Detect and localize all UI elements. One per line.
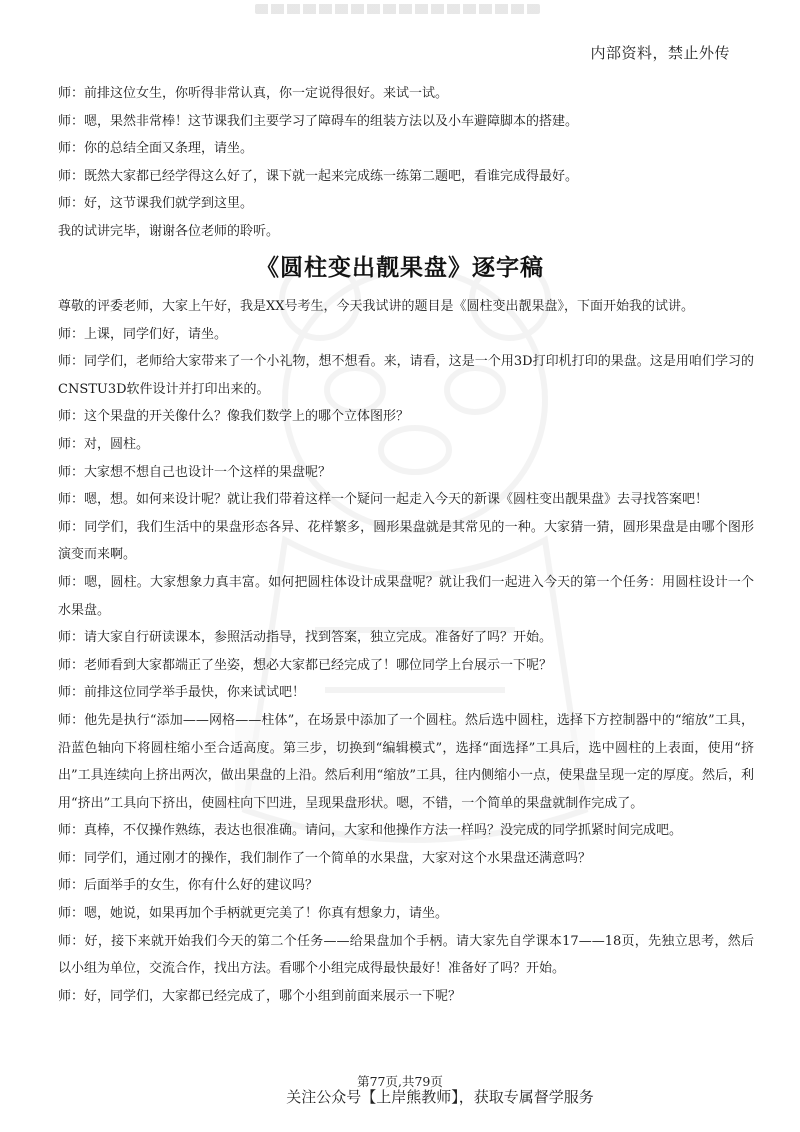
footer-promo: 关注公众号【上岸熊教师】，获取专属督学服务 bbox=[286, 1088, 594, 1106]
transcript-paragraph: 师：他先是执行“添加——网格——柱体”，在场景中添加了一个圆柱。然后选中圆柱，选择下方控制器中的“缩放”工具，沿蓝色轴向下将圆柱缩小至合适高度。第三步，切换到“编辑模式”，选择“面选择”工具后，选中圆柱的上表面，使用“挤出”工具连续向上挤出两次，做出果盘的上沿。然后利用“缩放”工具，往内侧缩小一点，使果盘呈现一定的厚度。然后，利用“挤出”工具向下挤出，使圆柱向下凹进，呈现果盘形状。嗯，不错，一个简单的果盘就制作完成了。 bbox=[58, 712, 754, 811]
transcript-paragraph: 师：老师看到大家都端正了坐姿，想必大家都已经完成了！哪位同学上台展示一下呢？ bbox=[58, 657, 553, 673]
confidential-note: 内部资料，禁止外传 bbox=[590, 44, 730, 62]
transcript-line: 师：好，这节课我们就学到这里。 bbox=[58, 196, 254, 212]
transcript-paragraph: 师：嗯，圆柱。大家想象力真丰富。如何把圆柱体设计成果盘呢？就让我们一起进入今天的第一个任务：用圆柱设计一个水果盘。 bbox=[58, 574, 754, 618]
transcript-paragraph: 师：上课，同学们好，请坐。 bbox=[58, 326, 228, 342]
transcript-paragraph: 师：嗯，想。如何来设计呢？就让我们带着这样一个疑问一起走入今天的新课《圆柱变出靓果盘》去寻找答案吧！ bbox=[58, 492, 709, 508]
transcript-line: 师：嗯，果然非常棒！这节课我们主要学习了障碍车的组装方法以及小车避障脚本的搭建。 bbox=[58, 113, 579, 129]
page-indicator: 第77页,共79页 bbox=[357, 1074, 443, 1089]
transcript-paragraph: 师：同学们，我们生活中的果盘形态各异、花样繁多，圆形果盘就是其常见的一种。大家猜一猜，圆形果盘是由哪个图形演变而来啊。 bbox=[58, 519, 754, 563]
transcript-line: 我的试讲完毕，谢谢各位老师的聆听。 bbox=[58, 223, 280, 239]
transcript-paragraph: 尊敬的评委老师，大家上午好，我是XX号考生，今天我试讲的题目是《圆柱变出靓果盘》，下面开始我的试讲。 bbox=[58, 299, 695, 314]
transcript-paragraph: 师：这个果盘的开关像什么？像我们数学上的哪个立体图形？ bbox=[58, 409, 410, 425]
transcript-line: 师：你的总结全面又条理，请坐。 bbox=[58, 141, 254, 157]
transcript-paragraph: 师：真棒，不仅操作熟练，表达也很准确。请问，大家和他操作方法一样吗？没完成的同学抓紧时间完成吧。 bbox=[58, 823, 683, 839]
transcript-paragraph: 师：请大家自行研读课本，参照活动指导，找到答案，独立完成。准备好了吗？开始。 bbox=[58, 630, 553, 646]
transcript-paragraph: 师：后面举手的女生，你有什么好的建议吗？ bbox=[58, 878, 319, 894]
transcript-paragraph: 师：同学们，老师给大家带来了一个小礼物，想不想看。来，请看，这是一个用3D打印机打印的果盘。这是用咱们学习的CNSTU3D软件设计并打印出来的。 bbox=[58, 354, 754, 397]
transcript-paragraph: 师：同学们，通过刚才的操作，我们制作了一个简单的水果盘，大家对这个水果盘还满意吗？ bbox=[58, 850, 592, 866]
transcript-paragraph: 师：大家想不想自己也设计一个这样的果盘呢？ bbox=[58, 464, 332, 480]
previous-transcript-ending bbox=[58, 80, 758, 246]
transcript-line: 师：既然大家都已经学得这么好了，课下就一起来完成练一练第二题吧，看谁完成得最好。 bbox=[58, 168, 579, 184]
transcript-paragraph: 师：好，同学们，大家都已经完成了，哪个小组到前面来展示一下呢？ bbox=[58, 988, 462, 1004]
transcript-line: 师：前排这位女生，你听得非常认真，你一定说得很好。来试一试。 bbox=[58, 86, 449, 101]
transcript-paragraph: 师：嗯，她说，如果再加个手柄就更完美了！你真有想象力，请坐。 bbox=[58, 906, 449, 922]
transcript-paragraph: 师：对，圆柱。 bbox=[58, 436, 150, 452]
faded-running-header bbox=[255, 4, 540, 14]
transcript-paragraph: 师：好，接下来就开始我们今天的第二个任务——给果盘加个手柄。请大家先自学课本17——18页，先独立思考，然后以小组为单位，交流合作，找出方法。看哪个小组完成得最快最好！准备好了吗？开始。 bbox=[58, 933, 754, 977]
section-title: 《圆柱变出靓果盘》逐字稿 bbox=[256, 255, 544, 281]
transcript-body bbox=[58, 293, 754, 1010]
transcript-paragraph: 师：前排这位同学举手最快，你来试试吧！ bbox=[58, 685, 306, 701]
